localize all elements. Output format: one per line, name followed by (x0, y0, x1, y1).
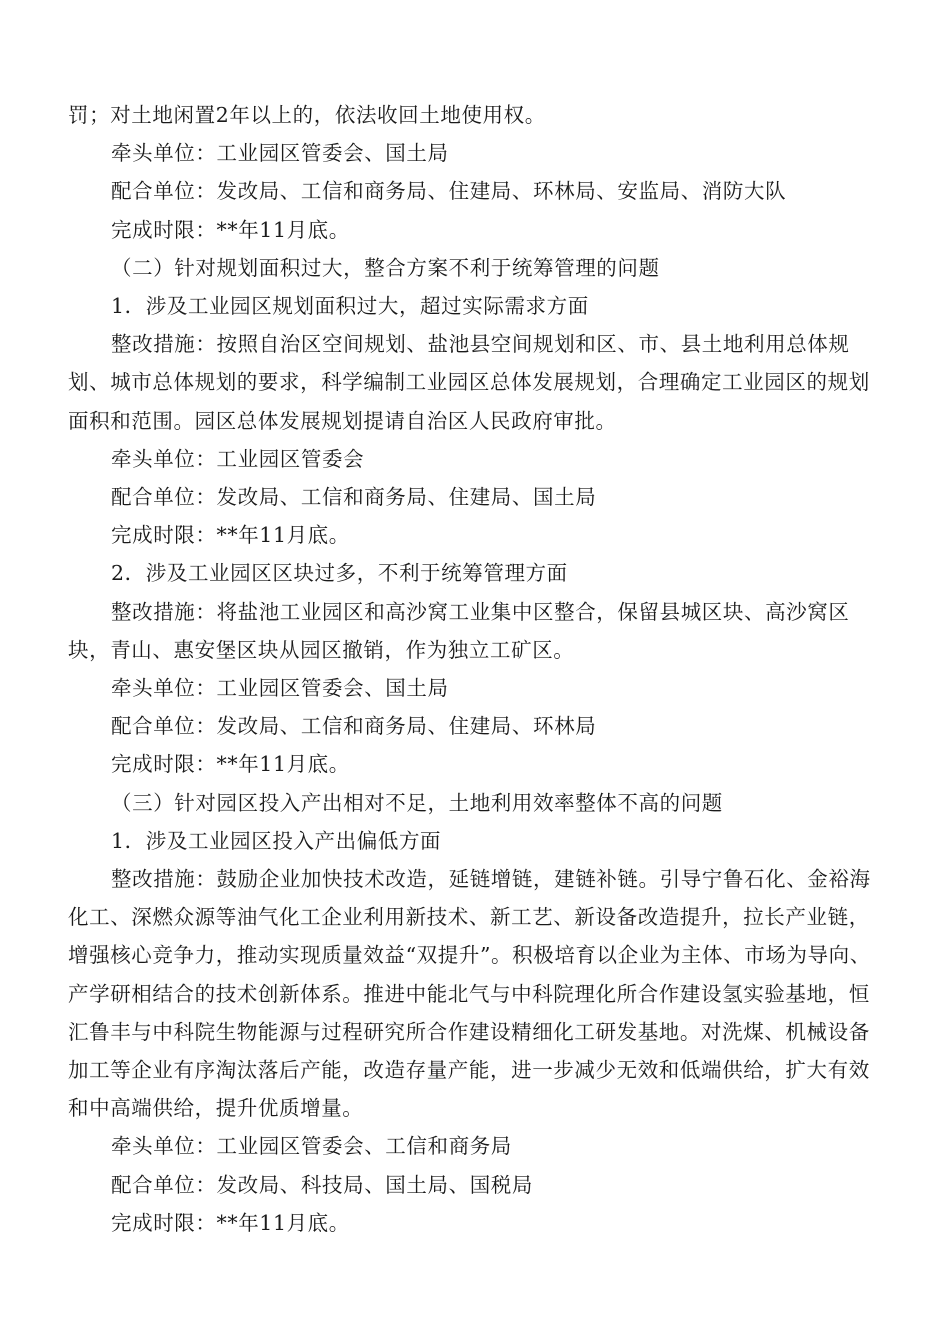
section-heading: （二）针对规划面积过大，整合方案不利于统筹管理的问题 (111, 255, 660, 280)
paragraph: 罚；对土地闲置2年以上的，依法收回土地使用权。 (68, 103, 546, 127)
lead-unit-line: 牵头单位：工业园区管委会、国土局 (111, 676, 449, 701)
subsection-heading: 1．涉及工业园区规划面积过大，超过实际需求方面 (111, 294, 589, 319)
deadline-line: 完成时限：**年11月底。 (111, 752, 350, 777)
lead-unit-line: 牵头单位：工业园区管委会、工信和商务局 (111, 1134, 512, 1159)
subsection-heading: 2．涉及工业园区区块过多，不利于统筹管理方面 (111, 561, 568, 586)
deadline-line: 完成时限：**年11月底。 (111, 217, 350, 242)
cooperating-unit-line: 配合单位：发改局、工信和商务局、住建局、环林局 (111, 714, 597, 739)
cooperating-unit-line: 配合单位：发改局、工信和商务局、住建局、国土局 (111, 485, 597, 510)
cooperating-unit-line: 配合单位：发改局、工信和商务局、住建局、环林局、安监局、消防大队 (111, 179, 787, 204)
measures-paragraph: 整改措施：鼓励企业加快技术改造，延链增链，建链补链。引导宁鲁石化、金裕海化工、深燃众源等油气化工企业利用新技术、新工艺、新设备改造提升，拉长产业链，增强核心竞争力，推动实现质量效益“双提升”。积极培育以企业为主体、市场为导向、产学研相结合的技术创新体系。推进中能北气与中科院理化所合作建设氢实验基地，恒汇鲁丰与中科院生物能源与过程研究所合作建设精细化工研发基地。对洗煤、机械设备加工等企业有序淘汰落后产能，改造存量产能，进一步减少无效和低端供给，扩大有效和中高端供给，提升优质增量。 (68, 867, 871, 1121)
cooperating-unit-line: 配合单位：发改局、科技局、国土局、国税局 (111, 1172, 533, 1197)
measures-paragraph: 整改措施：按照自治区空间规划、盐池县空间规划和区、市、县土地利用总体规划、城市总体规划的要求，科学编制工业园区总体发展规划，合理确定工业园区的规划面积和范围。园区总体发展规划提请自治区人民政府审批。 (68, 332, 870, 433)
document-body (68, 96, 888, 1242)
deadline-line: 完成时限：**年11月底。 (111, 523, 350, 548)
deadline-line: 完成时限：**年11月底。 (111, 1210, 350, 1235)
section-heading: （三）针对园区投入产出相对不足，土地利用效率整体不高的问题 (111, 790, 723, 815)
lead-unit-line: 牵头单位：工业园区管委会 (111, 446, 365, 471)
subsection-heading: 1．涉及工业园区投入产出偏低方面 (111, 828, 442, 853)
lead-unit-line: 牵头单位：工业园区管委会、国土局 (111, 141, 449, 166)
measures-paragraph: 整改措施：将盐池工业园区和高沙窝工业集中区整合，保留县城区块、高沙窝区块，青山、惠安堡区块从园区撤销，作为独立工矿区。 (68, 599, 850, 662)
